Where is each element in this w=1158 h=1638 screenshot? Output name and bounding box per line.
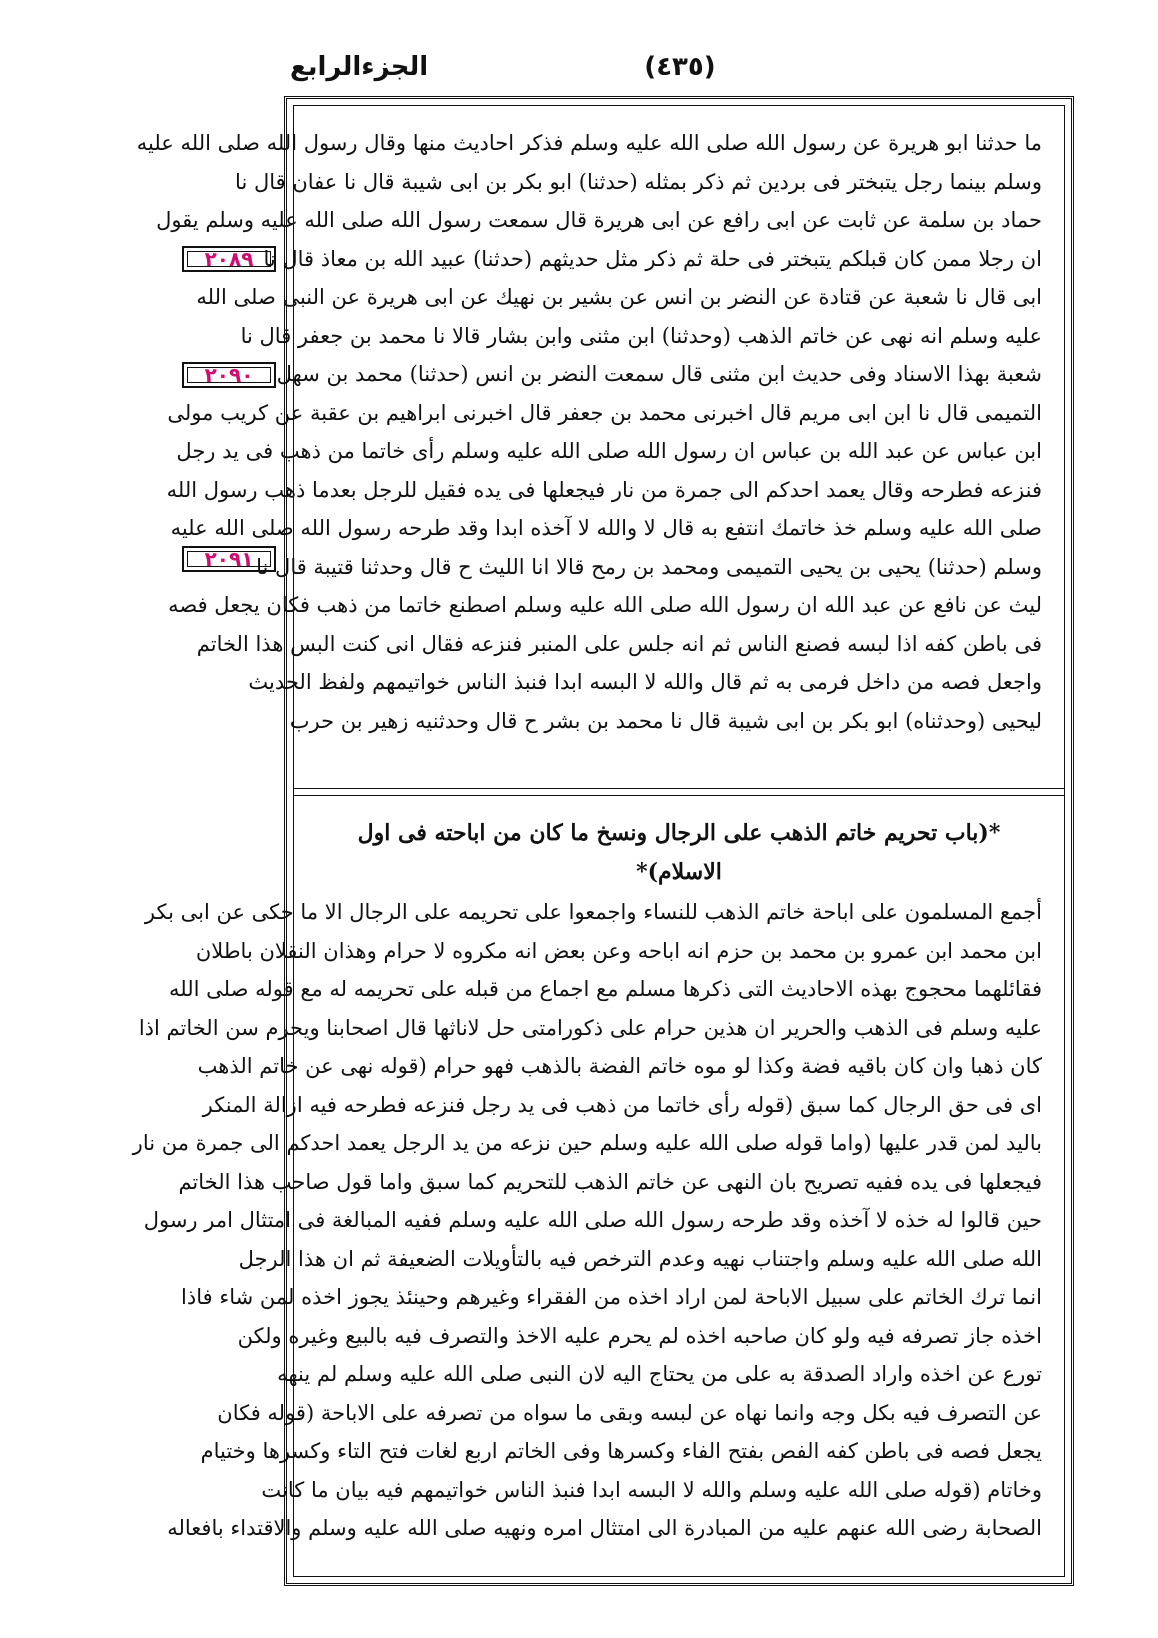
hadith-line: عليه وسلم انه نهى عن خاتم الذهب (وحدثنا) ابن مثنى وابن بشار قالا نا محمد بن جعفر قال نا bbox=[240, 323, 1042, 348]
part-title: الجزءالرابع bbox=[290, 52, 429, 82]
hadith-line: التميمى قال نا ابن ابى مريم قال اخبرنى محمد بن جعفر قال اخبرنى ابراهيم بن عقبة عن كريب مولى bbox=[167, 400, 1042, 425]
sharh-line: الصحابة رضى الله عنهم عليه من المبادرة الى امتثال امره ونهيه صلى الله عليه وسلم والاقتداء بافعاله bbox=[167, 1516, 1042, 1540]
sharh-line: اخذه جاز تصرفه فيه ولو كان صاحبه اخذه لم يحرم عليه الاخذ والتصرف فيه بالبيع وغيره ولكن bbox=[237, 1323, 1042, 1348]
sharh-line: فقائلهما محجوج بهذه الاحاديث التى ذكرها مسلم مع اجماع من قبله على تحريمه له مع قوله صلى الله bbox=[169, 977, 1042, 1001]
sharh-line: تورع عن اخذه واراد الصدقة به على من يحتاج اليه لان النبى صلى الله عليه وسلم لم ينهه bbox=[277, 1362, 1042, 1386]
sharh-line: أجمع المسلمون على اباحة خاتم الذهب للنساء واجمعوا على تحريمه على الرجال الا ما حكى عن ابى بكر bbox=[144, 900, 1042, 924]
sharh-line: الله صلى الله عليه وسلم واجتناب نهيه وعدم الترخص فيه بالتأويلات الضعيفة ثم ان هذا الرجل bbox=[238, 1246, 1042, 1271]
hadith-line: حماد بن سلمة عن ثابت عن ابى رافع عن ابى هريرة قال سمعت رسول الله صلى الله عليه وسلم يقول bbox=[156, 208, 1042, 232]
sharh-line: كان ذهبا وان كان باقيه فضة وكذا لو موه خاتم الفضة بالذهب فهو حرام (قوله نهى عن خاتم الذهب bbox=[197, 1054, 1042, 1078]
hadith-line: ان رجلا ممن كان قبلكم يتبختر فى حلة ثم ذكر مثل حديثهم (حدثنا) عبيد الله بن معاذ قال نا bbox=[263, 246, 1042, 271]
commentary-lines bbox=[132, 893, 1042, 1548]
hadith-line: شعبة بهذا الاسناد وفى حديث ابن مثنى قال سمعت النضر بن انس (حدثنا) محمد بن سهل bbox=[276, 362, 1042, 386]
sharh-line: ابن محمد ابن عمرو بن محمد بن حزم انه اباحه وعن بعض انه مكروه لا حرام وهذان النقلان باطلان bbox=[195, 938, 1042, 963]
hadith-line: ابى قال نا شعبة عن قتادة عن النضر بن انس عن بشير بن نهيك عن ابى هريرة عن النبى صلى الله bbox=[196, 285, 1042, 309]
hadith-line: فنزعه فطرحه وقال يعمد احدكم الى جمرة من نار فيجعلها فى يده فقيل للرجل بعدما ذهب رسول الله bbox=[166, 477, 1042, 502]
hadith-line: فى باطن كفه اذا لبسه فصنع الناس ثم انه جلس على المنبر فنزعه فقال انى كنت البس هذا الخاتم bbox=[196, 631, 1042, 656]
sharh-line: عن التصرف فيه بكل وجه وانما نهاه عن لبسه وبقى ما سواه من تصرفه على الاباحة (قوله فكان bbox=[217, 1400, 1042, 1425]
hadith-line: صلى الله عليه وسلم خذ خاتمك انتفع به قال لا والله لا آخذه ابدا وقد طرحه رسول الله صلى الله عليه bbox=[170, 516, 1042, 540]
hadith-line: ليث عن نافع عن عبد الله ان رسول الله صلى الله عليه وسلم اصطنع خاتما من ذهب فكان يجعل فصه bbox=[168, 593, 1042, 617]
sharh-line: وخاتام (قوله صلى الله عليه وسلم والله لا البسه ابدا فنبذ الناس خواتيمهم فيه بيان ما كانت bbox=[261, 1477, 1042, 1502]
sharh-line: فيجعلها فى يده ففيه تصريح بان النهى عن خاتم الذهب للتحريم كما سبق واما قول صاحب هذا الخاتم bbox=[178, 1169, 1042, 1194]
section-divider bbox=[294, 788, 1064, 796]
commentary-box bbox=[132, 796, 1064, 1576]
hadith-line: ما حدثنا ابو هريرة عن رسول الله صلى الله عليه وسلم فذكر احاديث منها وقال رسول الله صلى الله عليه bbox=[136, 131, 1042, 155]
hadith-number-badge: ٢٠٨٩ bbox=[182, 246, 276, 272]
hadith-line: وسلم بينما رجل يتبختر فى بردين ثم ذكر بمثله (حدثنا) ابو بكر بن ابى شيبة قال نا عفان قال نا bbox=[235, 169, 1042, 194]
sharh-line: عليه وسلم فى الذهب والحرير ان هذين حرام على ذكورامتى حل لاناثها قال اصحابنا ويحرم سن الخاتم اذا bbox=[138, 1015, 1042, 1040]
page-header bbox=[290, 52, 1070, 92]
hadith-number-badge: ٢٠٩٠ bbox=[182, 362, 276, 388]
hadith-line: وسلم (حدثنا) يحيى بن يحيى التميمى ومحمد بن رمح قالا انا الليث ح قال وحدثنا قتيبة قال نا bbox=[256, 554, 1042, 579]
hadith-line: واجعل فصه من داخل فرمى به ثم قال والله لا البسه ابدا فنبذ الناس خواتيمهم ولفظ الحديث bbox=[248, 670, 1042, 694]
sharh-line: حين قالوا له خذه لا آخذه وقد طرحه رسول الله صلى الله عليه وسلم ففيه المبالغة فى امتثال امر رسول bbox=[143, 1208, 1042, 1232]
sharh-line: اى فى حق الرجال كما سبق (قوله رأى خاتما من ذهب فى يد رجل فنزعه فطرحه فيه ازالة المنكر bbox=[202, 1092, 1042, 1117]
hadith-number-badge: ٢٠٩١ bbox=[182, 546, 276, 572]
hadith-line: ابن عباس عن عبد الله بن عباس ان رسول الله صلى الله عليه وسلم رأى خاتما من ذهب فى يد رجل bbox=[176, 439, 1042, 463]
page-number: (٤٣٥) bbox=[644, 52, 716, 82]
commentary-text bbox=[132, 796, 1064, 1548]
sharh-line: يجعل فصه فى باطن كفه الفص بفتح الفاء وكسرها وفى الخاتم اربع لغات فتح التاء وكسرها وختيام bbox=[200, 1439, 1042, 1463]
sharh-line: باليد لمن قدر عليها (واما قوله صلى الله عليه وسلم حين نزعه من يد الرجل يعمد احدكم الى جمرة من نار bbox=[132, 1131, 1042, 1155]
hadith-line: ليحيى (وحدثناه) ابو بكر بن ابى شيبة قال نا محمد بن بشر ح قال وحدثنيه زهير بن حرب bbox=[289, 708, 1042, 733]
sharh-line: انما ترك الخاتم على سبيل الاباحة لمن اراد اخذه من الفقراء وغيرهم وحينئذ يجوز اخذه لمن شاء فاذا bbox=[181, 1285, 1042, 1309]
chapter-title: *(باب تحريم خاتم الذهب على الرجال ونسخ ما كان من اباحته فى اول الاسلام)* bbox=[357, 820, 1001, 885]
